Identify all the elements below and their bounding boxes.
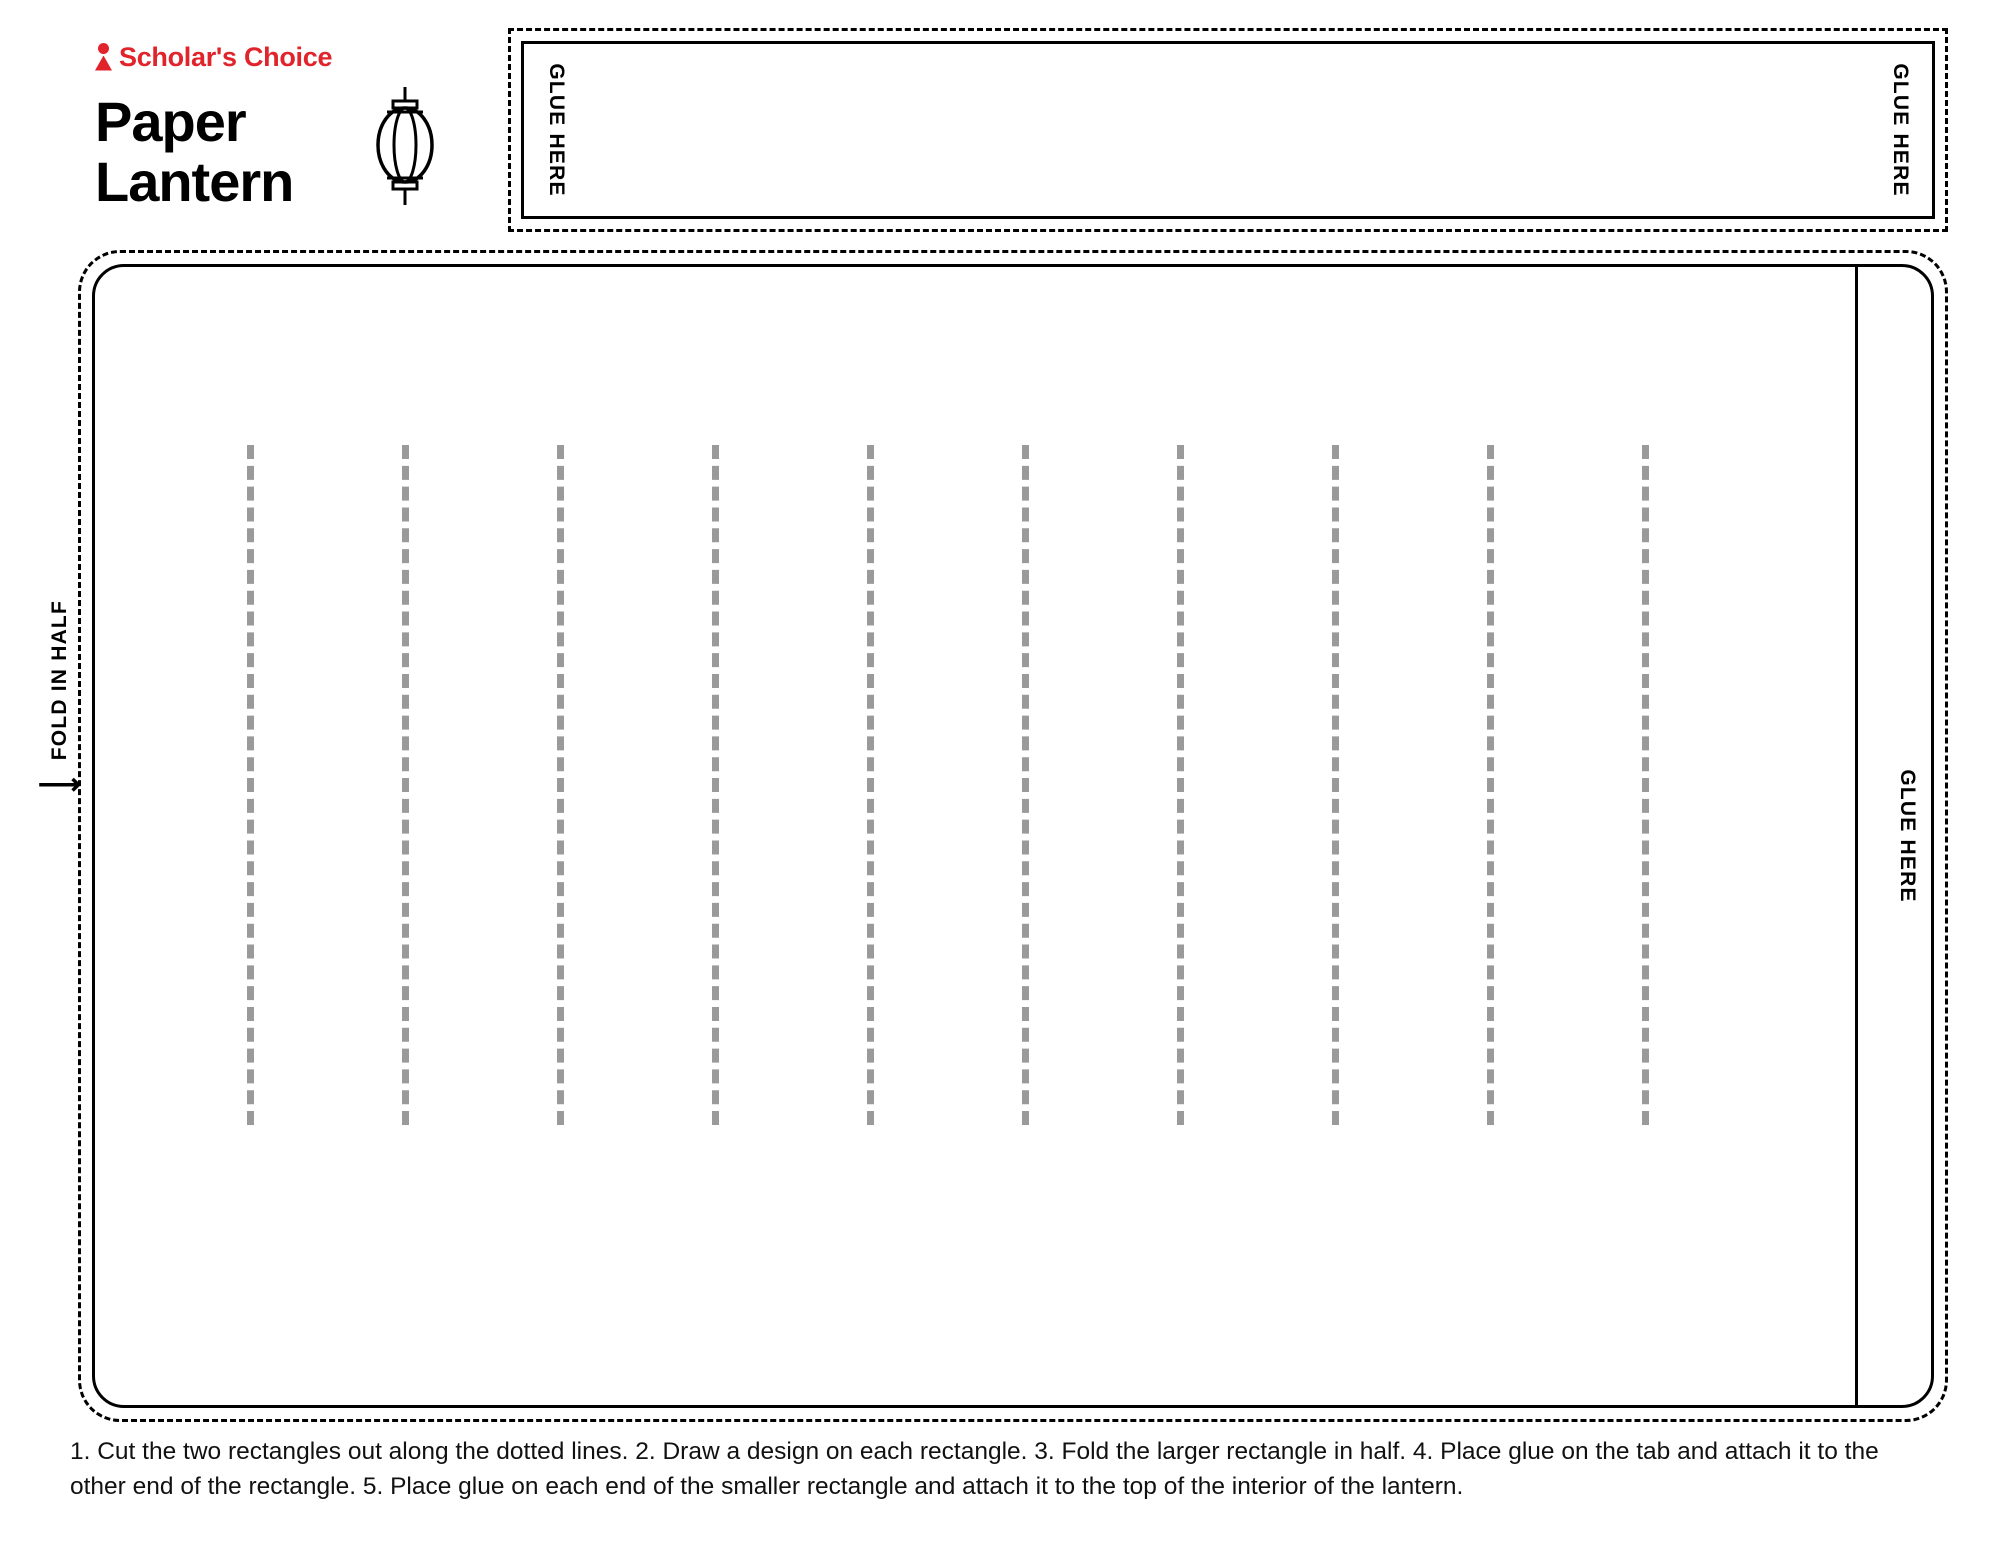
cut-line (1332, 445, 1339, 1125)
brand-name: Scholar's Choice (119, 42, 333, 72)
glue-here-label-main: GLUE HERE (1896, 769, 1919, 903)
large-rectangle-template (78, 250, 1948, 1422)
small-rectangle-border (521, 41, 1935, 219)
paper-lantern-icon (360, 85, 450, 215)
cut-line (1177, 445, 1184, 1125)
cut-line (867, 445, 874, 1125)
page-title (95, 92, 293, 213)
glue-here-label-right: GLUE HERE (1889, 63, 1912, 197)
small-rectangle-template (508, 28, 1948, 232)
person-triangle-icon (95, 43, 113, 73)
cut-line (557, 445, 564, 1125)
glue-here-label-left: GLUE HERE (545, 63, 568, 197)
cut-line (712, 445, 719, 1125)
fold-in-half-label: FOLD IN HALF (47, 600, 71, 761)
cut-lines-group (95, 267, 1931, 1405)
glue-tab-divider (1855, 267, 1858, 1405)
brand-logo (95, 42, 332, 73)
instructions-text: 1. Cut the two rectangles out along the dotted lines. 2. Draw a design on each rectangle. 3. Fold the larger rectangle in half. 4. Place glue on the tab and attach it to the other end of the rectangle. 5. Place glue on each end of the smaller rectangle and attach it to the top of the interior of the lantern. (70, 1438, 1879, 1500)
cut-line (1487, 445, 1494, 1125)
right-arrow-icon: ⟶ (38, 768, 82, 802)
page-title-line-2: Lantern (95, 150, 294, 214)
fold-in-half-indicator (38, 600, 81, 800)
cut-line (1022, 445, 1029, 1125)
cut-line (247, 445, 254, 1125)
cut-line (402, 445, 409, 1125)
large-rectangle-border (92, 264, 1934, 1408)
cut-line (1642, 445, 1649, 1125)
page-title-line-1: Paper (95, 90, 246, 153)
